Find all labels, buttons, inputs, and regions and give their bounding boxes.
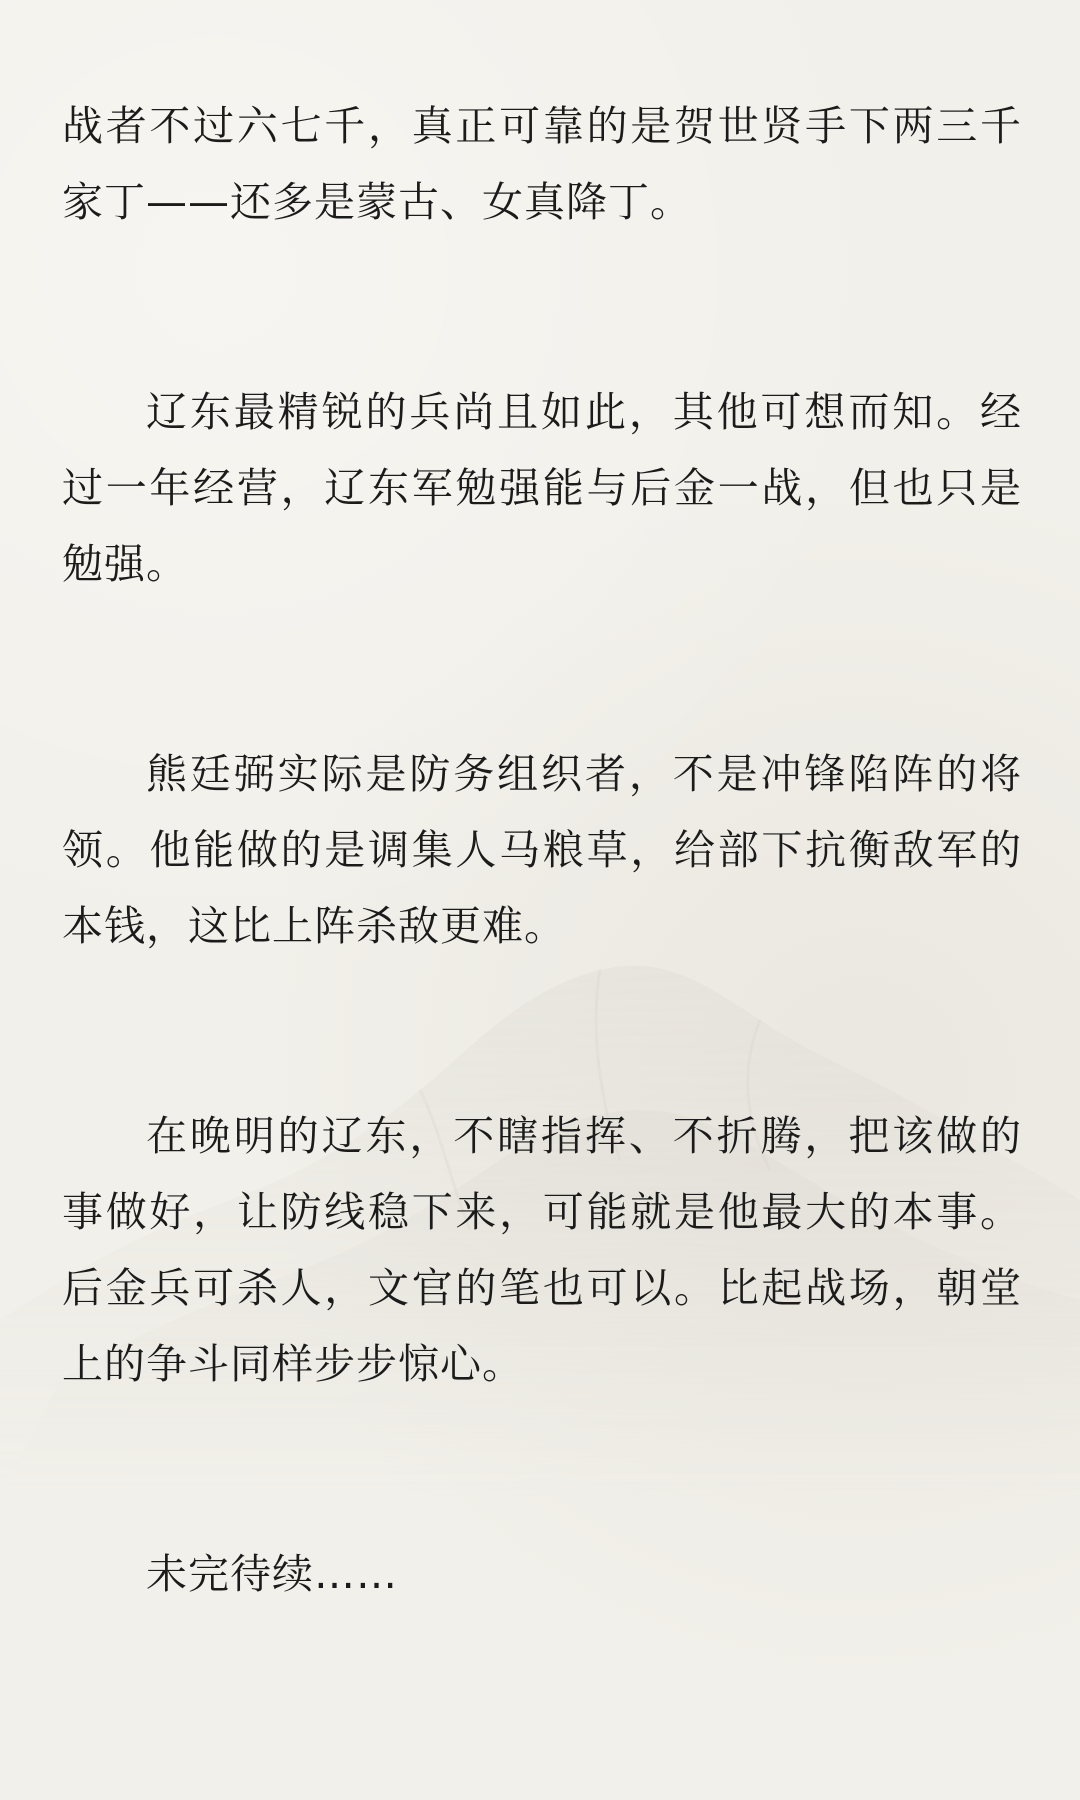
- paragraph-3: 熊廷弼实际是防务组织者，不是冲锋陷阵的将领。他能做的是调集人马粮草，给部下抗衡敌军的本钱，这比上阵杀敌更难。: [62, 750, 1022, 950]
- paragraph-2: 辽东最精锐的兵尚且如此，其他可想而知。经过一年经营，辽东军勉强能与后金一战，但也只是勉强。: [62, 388, 1022, 588]
- article-body: [62, 88, 1022, 1612]
- to-be-continued: 未完待续……: [146, 1550, 398, 1598]
- paragraph-4: 在晚明的辽东，不瞎指挥、不折腾，把该做的事做好，让防线稳下来，可能就是他最大的本事。后金兵可杀人，文官的笔也可以。比起战场，朝堂上的争斗同样步步惊心。: [62, 1112, 1022, 1388]
- paragraph-1: 战者不过六七千，真正可靠的是贺世贤手下两三千家丁——还多是蒙古、女真降丁。: [62, 102, 1022, 226]
